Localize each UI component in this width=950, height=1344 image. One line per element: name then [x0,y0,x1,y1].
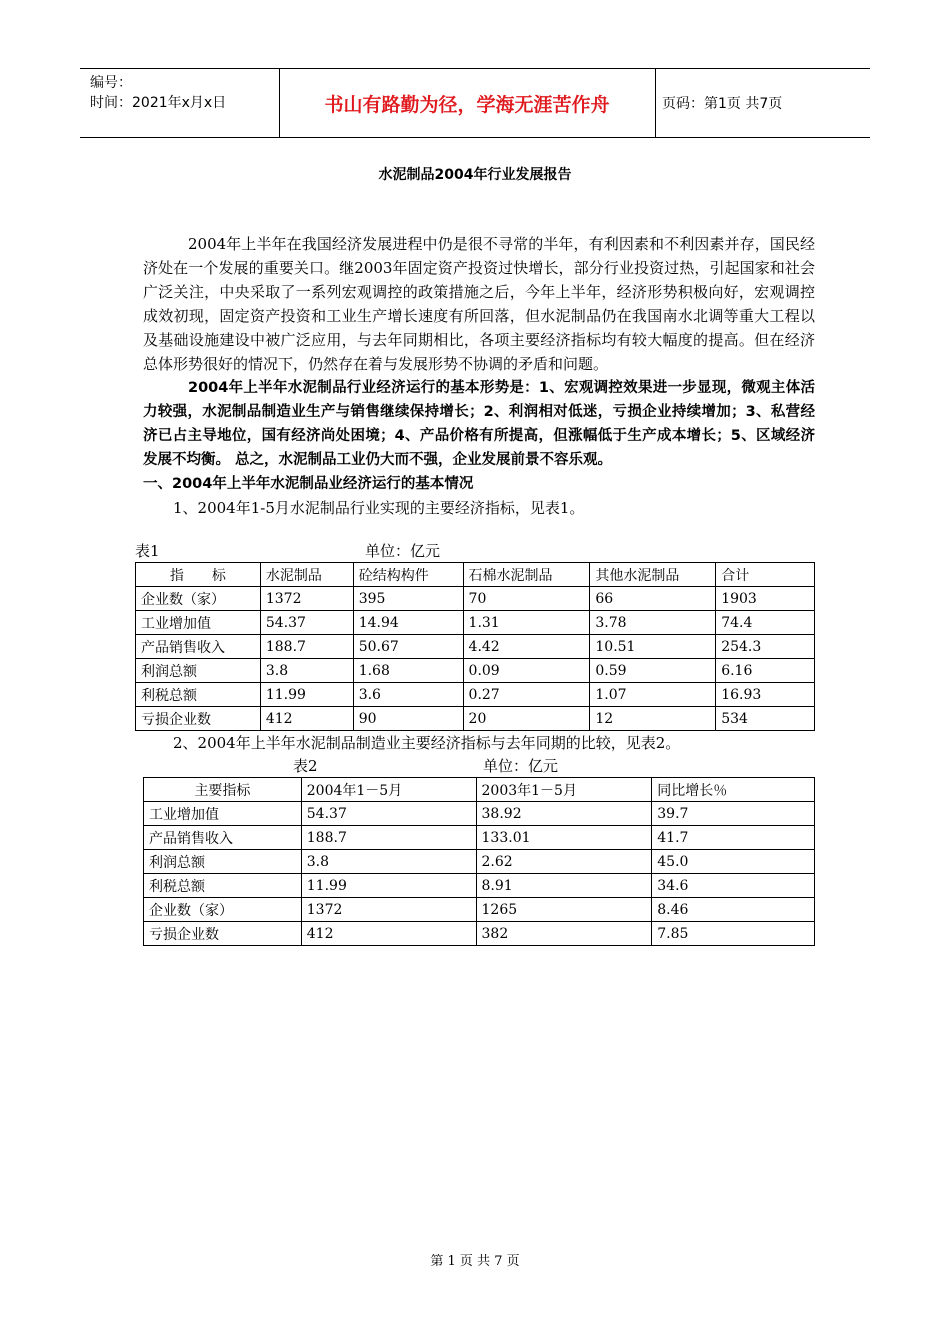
item1-text: 1、2004年1-5月水泥制品行业实现的主要经济指标，见表1。 [173,499,585,517]
table-cell: 34.6 [652,874,815,898]
table-cell: 8.46 [652,898,815,922]
table2-unit: 单位：亿元 [483,757,559,775]
table-cell: 4.42 [463,635,590,659]
table-header-row [144,778,815,802]
table-cell: 企业数（家） [144,898,302,922]
table-cell: 利税总额 [144,874,302,898]
table-row [144,922,815,946]
table-cell: 3.8 [260,659,353,683]
table-cell: 382 [476,922,652,946]
table-cell: 0.27 [463,683,590,707]
table-cell: 3.8 [301,850,476,874]
table-row [144,826,815,850]
intro-paragraph: 2004年上半年在我国经济发展进程中仍是很不寻常的半年，有利因素和不利因素并存，国民经济处在一个发展的重要关口。继2003年固定资产投资过快增长，部分行业投资过热，引起国家和社会广泛关注，中央采取了一系列宏观调控的政策措施之后，今年上半年，经济形势积极向好，宏观调控成效初现，固定资产投资和工业生产增长速度有所回落，但水泥制品仍在我国南水北调等重大工程以及基础设施建设中被广泛应用，与去年同期相比，各项主要经济指标均有较大幅度的提高。但在经济总体形势很好的情况下，仍然存在着与发展形势不协调的矛盾和问题。 [143,235,815,373]
table-cell: 16.93 [716,683,815,707]
table1-unit: 单位：亿元 [365,542,441,560]
table-cell: 12 [590,707,716,731]
table-cell: 11.99 [260,683,353,707]
header-page-info: 页码：第1页 共7页 [662,96,783,112]
table1-caption-row [135,540,815,562]
table-row [144,898,815,922]
table-cell: 1903 [716,587,815,611]
table-cell: 1372 [260,587,353,611]
table-cell: 6.16 [716,659,815,683]
table-cell: 1265 [476,898,652,922]
section-heading: 一、2004年上半年水泥制品业经济运行的基本情况 [143,476,474,492]
header-divider [655,69,656,137]
table-cell: 亏损企业数 [144,922,302,946]
table-row [136,611,815,635]
table-row [136,635,815,659]
table-cell: 工业增加值 [144,802,302,826]
table-cell: 90 [353,707,463,731]
table-row [144,802,815,826]
table-cell: 54.37 [301,802,476,826]
table-header-cell: 其他水泥制品 [590,563,716,587]
item2-text: 2、2004年上半年水泥制品制造业主要经济指标与去年同期的比较，见表2。 [173,734,681,752]
document-body [135,232,815,946]
table-cell: 工业增加值 [136,611,261,635]
table-header-cell: 指 标 [136,563,261,587]
table-cell: 412 [260,707,353,731]
table-cell: 7.85 [652,922,815,946]
table-cell: 412 [301,922,476,946]
table-row [136,587,815,611]
table-row [136,659,815,683]
table-cell: 1.68 [353,659,463,683]
table2-caption-row [143,755,815,777]
table2-caption: 表2 [293,757,318,775]
table-cell: 1372 [301,898,476,922]
table-cell: 20 [463,707,590,731]
summary-paragraph: 2004年上半年水泥制品行业经济运行的基本形势是：1、宏观调控效果进一步显现，微观主体活力较强，水泥制品制造业生产与销售继续保持增长；2、利润相对低迷，亏损企业持续增加；3、私营经济已占主导地位，国有经济尚处困境；4、产品价格有所提高，但涨幅低于生产成本增长；5、区域经济发展不均衡。 总之，水泥制品工业仍大而不强，企业发展前景不容乐观。 [143,380,815,468]
table-cell: 38.92 [476,802,652,826]
table-cell: 395 [353,587,463,611]
table-cell: 50.67 [353,635,463,659]
table-cell: 41.7 [652,826,815,850]
page-header [80,68,870,138]
table-header-row [136,563,815,587]
table-header-cell: 同比增长％ [652,778,815,802]
header-meta [90,73,226,113]
header-date-label: 时间：2021年x月x日 [90,95,227,111]
header-code-label: 编号： [90,75,132,91]
table2 [143,777,815,946]
table-cell: 534 [716,707,815,731]
table-cell: 1.31 [463,611,590,635]
table-cell: 11.99 [301,874,476,898]
table-cell: 2.62 [476,850,652,874]
table-cell: 企业数（家） [136,587,261,611]
table-cell: 利税总额 [136,683,261,707]
table-cell: 3.6 [353,683,463,707]
table-cell: 0.59 [590,659,716,683]
table-cell: 0.09 [463,659,590,683]
table-cell: 利润总额 [144,850,302,874]
table-cell: 10.51 [590,635,716,659]
document-title: 水泥制品2004年行业发展报告 [378,167,572,183]
table-cell: 188.7 [260,635,353,659]
table1 [135,562,815,731]
header-motto: 书山有路勤为径，学海无涯苦作舟 [324,93,610,116]
table1-caption: 表1 [135,542,160,560]
table-cell: 54.37 [260,611,353,635]
table-cell: 133.01 [476,826,652,850]
table-header-cell: 主要指标 [144,778,302,802]
table-cell: 3.78 [590,611,716,635]
table-header-cell: 水泥制品 [260,563,353,587]
table-header-cell: 石棉水泥制品 [463,563,590,587]
table-cell: 亏损企业数 [136,707,261,731]
table-cell: 产品销售收入 [136,635,261,659]
table-row [144,850,815,874]
table-cell: 188.7 [301,826,476,850]
table-header-cell: 合计 [716,563,815,587]
page-footer: 第 1 页 共 7 页 [430,1254,520,1269]
table-cell: 产品销售收入 [144,826,302,850]
table-header-cell: 砼结构构件 [353,563,463,587]
table-cell: 74.4 [716,611,815,635]
table-cell: 14.94 [353,611,463,635]
table-cell: 45.0 [652,850,815,874]
table-cell: 1.07 [590,683,716,707]
table-cell: 39.7 [652,802,815,826]
table-cell: 8.91 [476,874,652,898]
table-header-cell: 2003年1－5月 [476,778,652,802]
table-row [136,683,815,707]
table-row [136,707,815,731]
table-cell: 254.3 [716,635,815,659]
table-cell: 利润总额 [136,659,261,683]
table-cell: 70 [463,587,590,611]
table-row [144,874,815,898]
table-cell: 66 [590,587,716,611]
table-header-cell: 2004年1－5月 [301,778,476,802]
